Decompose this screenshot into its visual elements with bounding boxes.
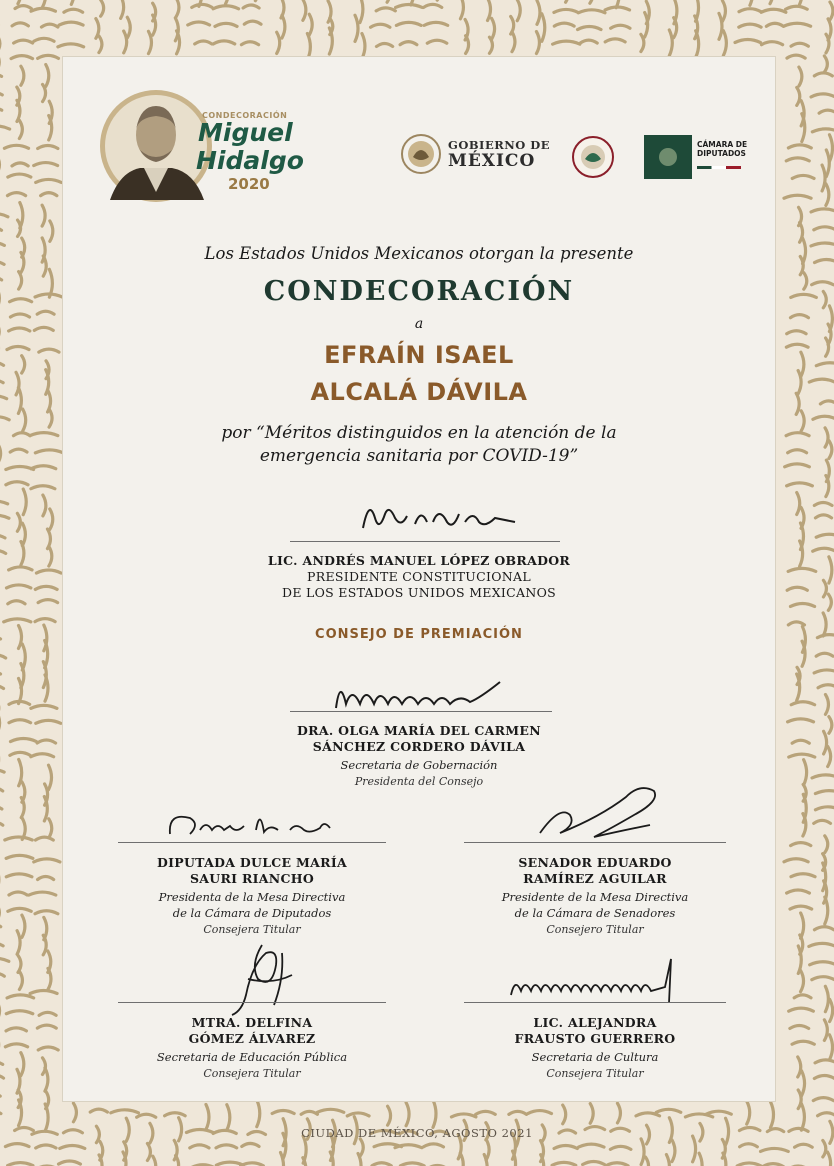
footer-location-date: CIUDAD DE MÉXICO, AGOSTO 2021 [301, 1126, 533, 1140]
emblem-name-line1: Miguel [198, 118, 293, 147]
president-title-line1: PRESIDENTE CONSTITUCIONAL [307, 569, 531, 584]
signatory-2-signature-line [464, 842, 726, 843]
signatory-1-name-line1: DIPUTADA DULCE MARÍA [156, 855, 348, 870]
signatory-4-signature-line [464, 1002, 726, 1003]
signatory-2-role-line1: Presidente de la Mesa Directiva [501, 890, 689, 904]
senado-seal-icon [571, 135, 615, 183]
emblem-year: 2020 [228, 175, 270, 193]
hidalgo-portrait-icon [100, 80, 212, 210]
reason-line2: emergencia sanitaria por COVID-19” [259, 446, 579, 466]
gobierno-label-line2: MÉXICO [448, 151, 536, 171]
emblem-name-line2: Hidalgo [196, 146, 304, 175]
signatory-2-subrole: Consejero Titular [546, 923, 644, 936]
signatory-3-signature-line [118, 1002, 386, 1003]
signatory-1-signature [160, 800, 345, 846]
signatory-1-role-line2: de la Cámara de Diputados [172, 906, 332, 920]
signatory-4-role-line1: Secretaria de Cultura [531, 1050, 659, 1064]
signatory-2-role-line2: de la Cámara de Senadores [514, 906, 676, 920]
camara-label-line1: CÁMARA DE [697, 140, 748, 149]
reason-line1: por “Méritos distinguidos en la atención de la [221, 423, 617, 443]
emblem-prefix: CONDECORACIÓN [202, 111, 288, 120]
gobierno-label-line1: GOBIERNO DE [448, 138, 551, 152]
signatory-2-name-line2: RAMÍREZ AGUILAR [523, 871, 667, 886]
signatory-3-role-line1: Secretaria de Educación Pública [156, 1050, 348, 1064]
intro-text: Los Estados Unidos Mexicanos otorgan la presente [204, 244, 634, 263]
signatory-1-role-line1: Presidenta de la Mesa Directiva [158, 890, 346, 904]
president-name: LIC. ANDRÉS MANUEL LÓPEZ OBRADOR [267, 553, 571, 568]
president-signature-line [290, 541, 560, 542]
recipient-name-line2: ALCALÁ DÁVILA [310, 378, 528, 406]
mexico-coat-of-arms-icon [400, 133, 442, 179]
signatory-3-subrole: Consejera Titular [203, 1067, 301, 1080]
council-president-subrole: Presidenta del Consejo [354, 775, 484, 788]
signatory-2-name-line1: SENADOR EDUARDO [518, 855, 672, 870]
signatory-4-signature [505, 955, 685, 1007]
signatory-1-signature-line [118, 842, 386, 843]
signatory-3-name-line2: GÓMEZ ÁLVAREZ [188, 1031, 316, 1046]
camara-label-stripe [697, 166, 741, 169]
signatory-4-subrole: Consejera Titular [546, 1067, 644, 1080]
medal-emblem [100, 80, 212, 210]
camara-label-line2: DIPUTADOS [697, 149, 746, 158]
signatory-4-name-line1: LIC. ALEJANDRA [533, 1015, 657, 1030]
award-title: CONDECORACIÓN [263, 276, 575, 307]
signatory-1-name-line2: SAURI RIANCHO [189, 871, 315, 886]
signatory-2-signature [530, 775, 670, 845]
council-president-name-line1: DRA. OLGA MARÍA DEL CARMEN [297, 723, 541, 738]
council-president-name-line2: SÁNCHEZ CORDERO DÁVILA [312, 739, 526, 754]
connector-text: a [414, 316, 424, 332]
signatory-1-subrole: Consejera Titular [203, 923, 301, 936]
council-president-signature-line [290, 711, 552, 712]
council-president-role: Secretaria de Gobernación [340, 758, 498, 772]
president-title-line2: DE LOS ESTADOS UNIDOS MEXICANOS [282, 585, 556, 600]
president-signature [355, 488, 530, 542]
council-heading: CONSEJO DE PREMIACIÓN [315, 627, 523, 642]
signatory-3-signature [222, 935, 302, 1020]
signatory-4-name-line2: FRAUSTO GUERRERO [514, 1031, 676, 1046]
recipient-name-line1: EFRAÍN ISAEL [324, 341, 514, 369]
signatory-3-name-line1: MTRA. DELFINA [191, 1015, 313, 1030]
camara-diputados-logo-icon [644, 135, 692, 183]
